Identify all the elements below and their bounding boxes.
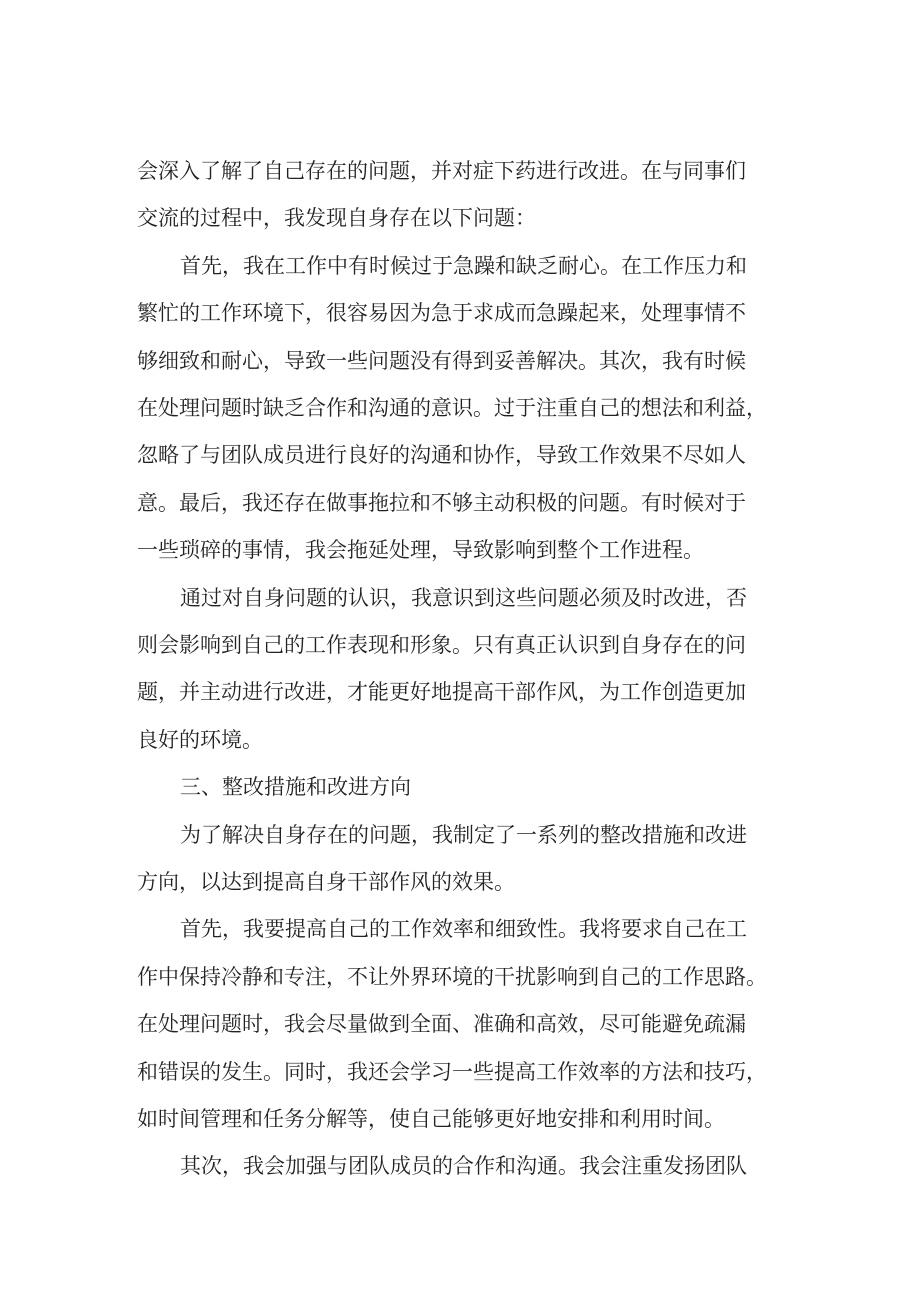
text-line [0,201,920,235]
text-line [0,438,920,472]
line-text: 通过对自身问题的认识，我意识到这些问题必须及时改进，否 [180,586,747,610]
line-text: 交流的过程中，我发现自身存在以下问题： [137,206,536,230]
text-line [0,1007,920,1041]
line-text: 方向，以达到提高自身干部作风的效果。 [137,870,515,894]
text-line [0,675,920,709]
line-text: 其次，我会加强与团队成员的合作和沟通。我会注重发扬团队 [180,1154,747,1178]
text-line [0,581,920,615]
line-text: 一些琐碎的事情，我会拖延处理，导致影响到整个工作进程。 [137,538,704,562]
text-line [0,486,920,520]
text-line [0,912,920,946]
text-line [0,960,920,994]
text-line [0,628,920,662]
line-text: 繁忙的工作环境下，很容易因为急于求成而急躁起来，处理事情不 [137,301,746,325]
line-text: 首先，我在工作中有时候过于急躁和缺乏耐心。在工作压力和 [180,254,747,278]
line-text: 和错误的发生。同时，我还会学习一些提高工作效率的方法和技巧， [137,1060,767,1084]
text-line [0,1149,920,1183]
line-text: 忽略了与团队成员进行良好的沟通和协作，导致工作效果不尽如人 [137,443,746,467]
text-line [0,723,920,757]
section-heading [0,770,920,804]
text-line [0,1102,920,1136]
line-text: 题，并主动进行改进，才能更好地提高干部作风，为工作创造更加 [137,680,746,704]
text-line [0,533,920,567]
text-line [0,865,920,899]
line-text: 为了解决自身存在的问题，我制定了一系列的整改措施和改进 [180,823,747,847]
text-line [0,249,920,283]
line-text: 会深入了解了自己存在的问题，并对症下药进行改进。在与同事们 [137,159,746,183]
line-text: 作中保持冷静和专注，不让外界环境的干扰影响到自己的工作思路。 [137,965,767,989]
line-text: 在处理问题时缺乏合作和沟通的意识。过于注重自己的想法和利益， [137,396,767,420]
line-text: 如时间管理和任务分解等，使自己能够更好地安排和利用时间。 [137,1107,725,1131]
text-line [0,296,920,330]
line-text: 在处理问题时，我会尽量做到全面、准确和高效，尽可能避免疏漏 [137,1012,746,1036]
text-line [0,818,920,852]
text-line [0,1055,920,1089]
text-line [0,154,920,188]
text-line [0,391,920,425]
line-text: 意。最后，我还存在做事拖拉和不够主动积极的问题。有时候对于 [137,491,746,515]
line-text: 则会影响到自己的工作表现和形象。只有真正认识到自身存在的问 [137,633,746,657]
line-text: 够细致和耐心，导致一些问题没有得到妥善解决。其次，我有时候 [137,349,746,373]
section-heading-text: 三、整改措施和改进方向 [180,775,411,799]
line-text: 首先，我要提高自己的工作效率和细致性。我将要求自己在工 [180,917,747,941]
text-line [0,344,920,378]
line-text: 良好的环境。 [137,728,263,752]
